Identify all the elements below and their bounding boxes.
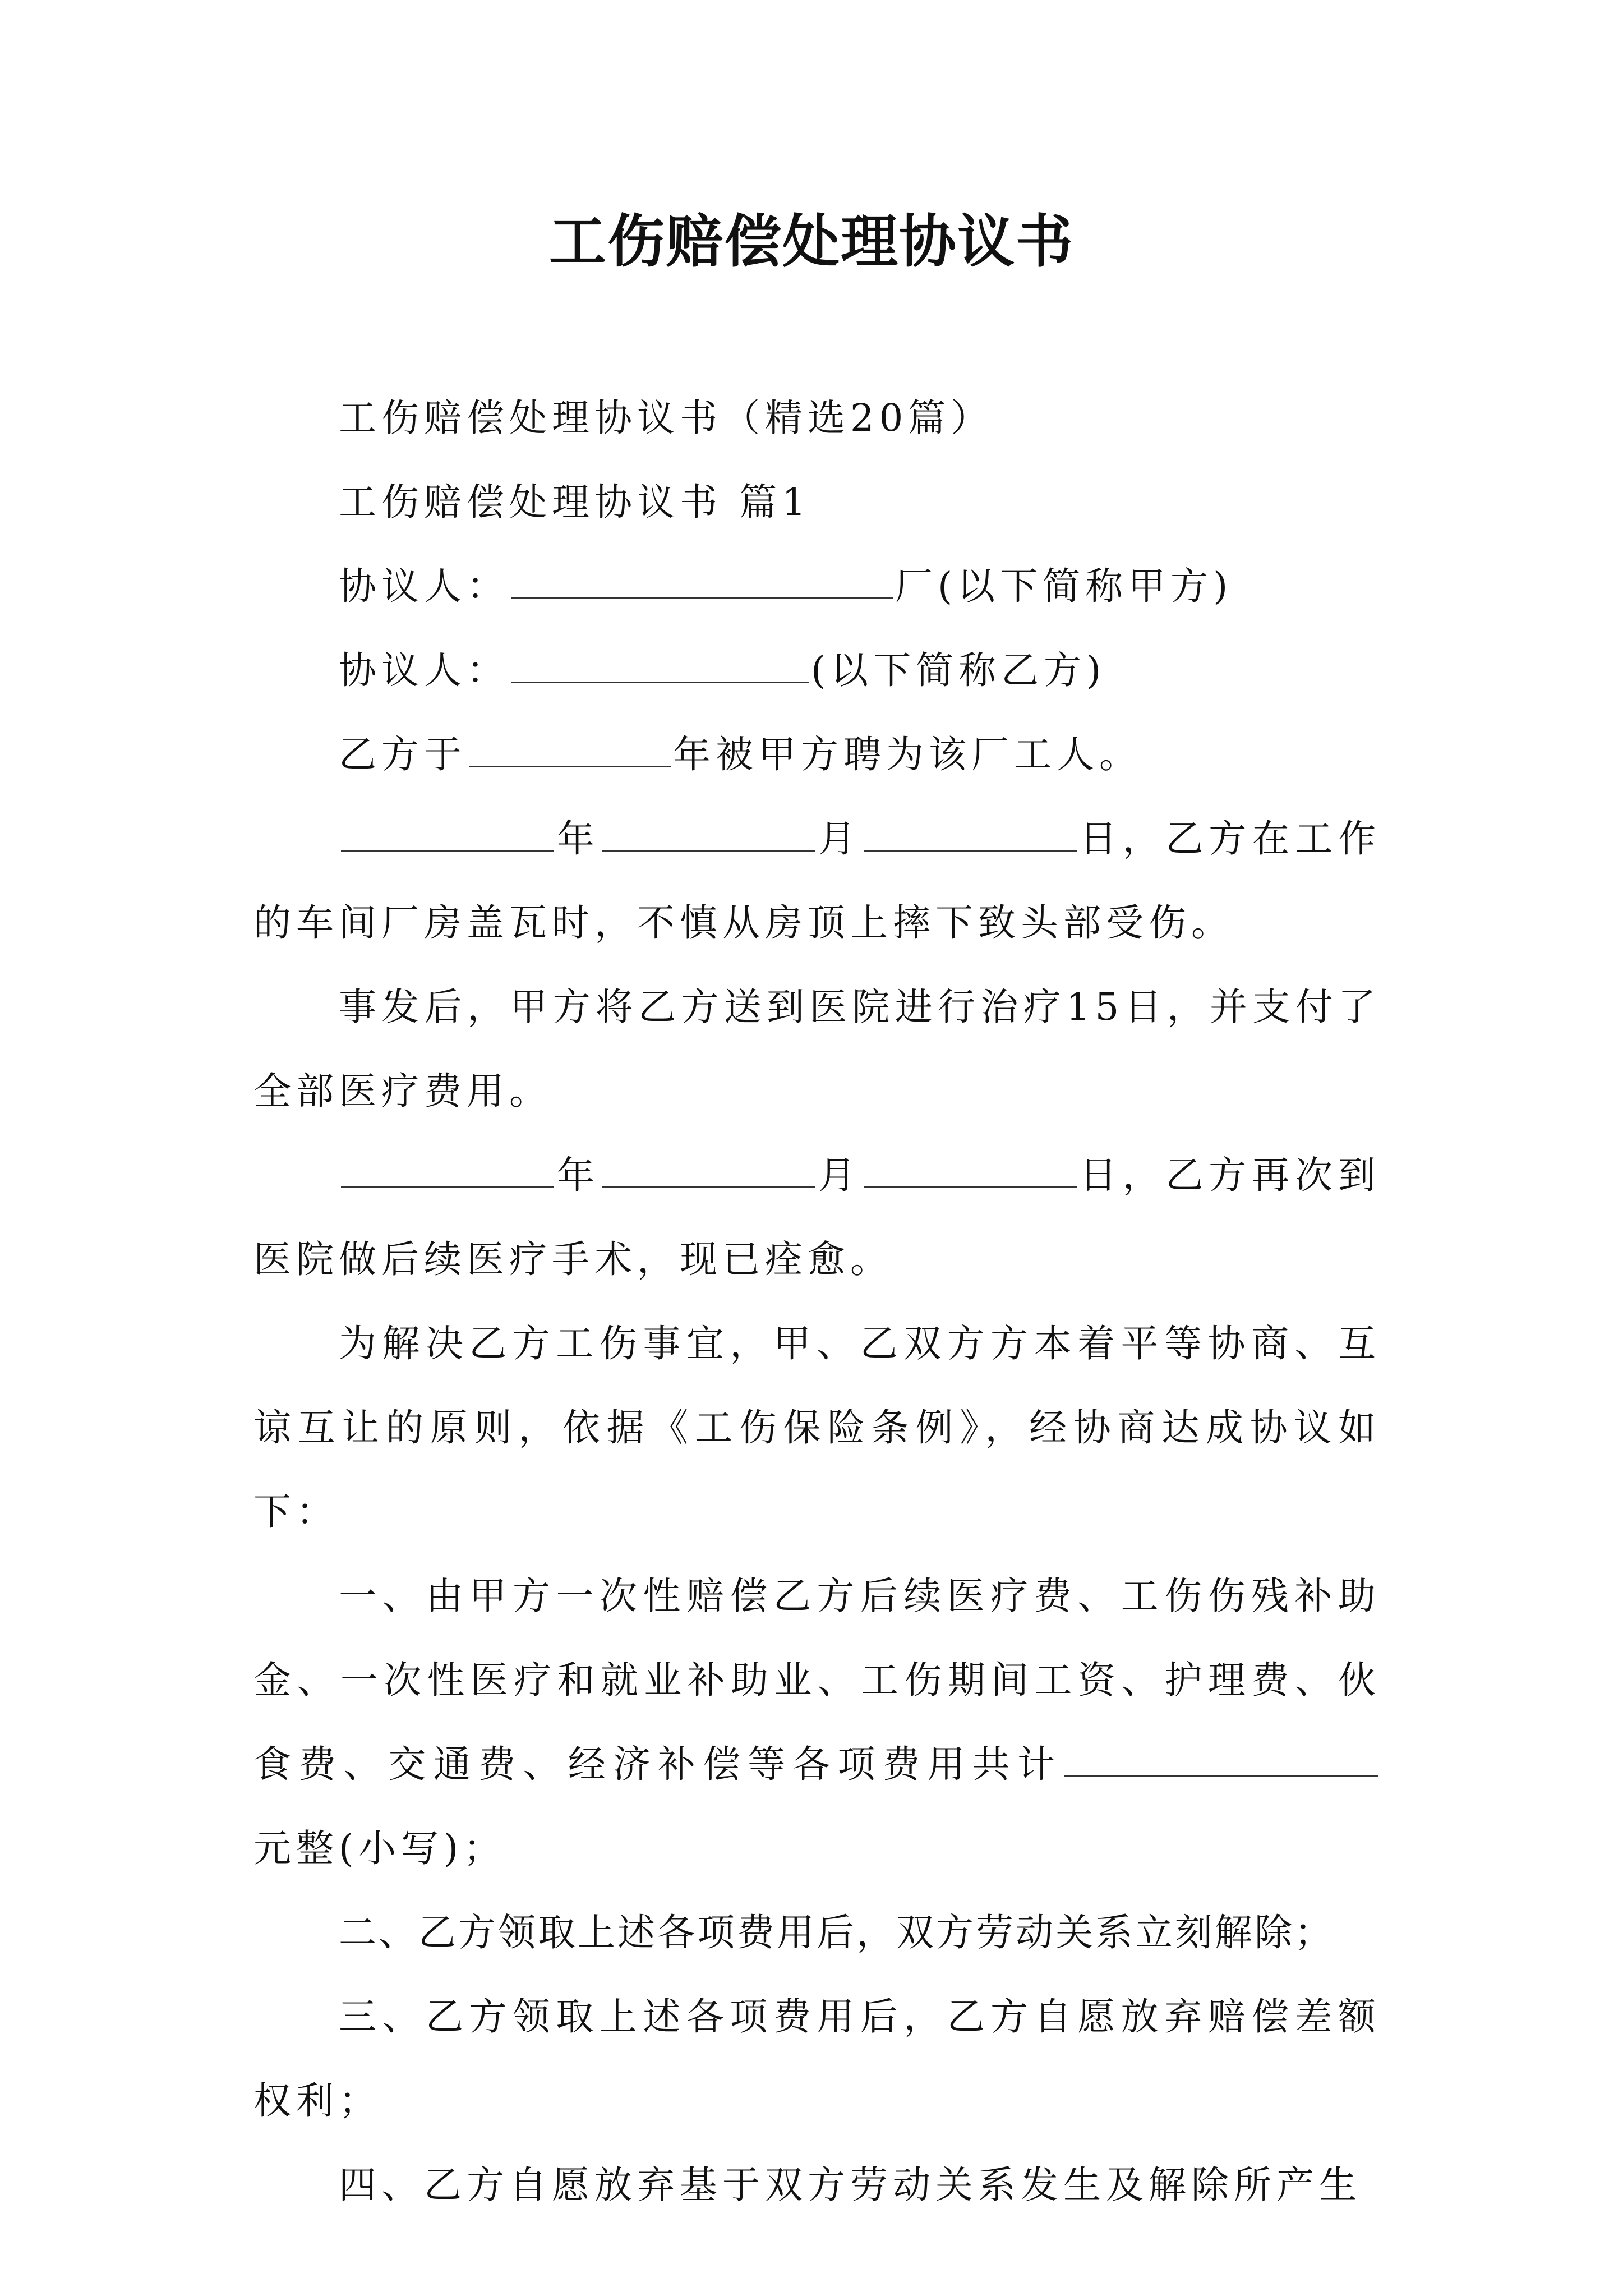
injury-month-blank (602, 849, 815, 852)
party-a-line: 协议人： 厂(以下简称甲方) (339, 564, 1233, 608)
party-b-line: 协议人： (以下简称乙方) (339, 648, 1106, 692)
followup-month-blank (602, 1186, 815, 1188)
followup-year-blank (341, 1186, 554, 1188)
clause-3: 三、乙方领取上述各项费用后，乙方自愿放弃赔偿差额权利； (253, 1995, 1381, 2123)
hire-line: 乙方于 年被甲方聘为该厂工人。 (339, 733, 1142, 776)
injury-day-blank (864, 849, 1077, 852)
document-title: 工伤赔偿处理协议书 (549, 208, 1074, 275)
injury-paragraph: 年 月 日，乙方在工作的车间厂房盖瓦时，不慎从房顶上摔下致头部受伤。 (253, 817, 1381, 945)
clause-4: 四、乙方自愿放弃基于双方劳动关系发生及解除所产生 (339, 2163, 1362, 2207)
party-b-blank (511, 681, 809, 683)
party-a-blank (511, 597, 893, 599)
clause-2: 二、乙方领取上述各项费用后，双方劳动关系立刻解除； (339, 1911, 1334, 1954)
clause-1: 一、由甲方一次性赔偿乙方后续医疗费、工伤伤残补助金、一次性医疗和就业补助业、工伤期间工资、护理费、伙食费、交通费、经济补偿等各项费用共计元整(小写)； (253, 1574, 1381, 1870)
amount-blank (1064, 1775, 1378, 1777)
injury-year-blank (341, 849, 554, 852)
hire-year-blank (469, 765, 671, 767)
treatment-paragraph: 事发后，甲方将乙方送到医院进行治疗15日，并支付了全部医疗费用。 (253, 985, 1381, 1113)
subtitle: 工伤赔偿处理协议书（精选20篇） (339, 396, 994, 440)
section-heading: 工伤赔偿处理协议书 篇1 (339, 480, 811, 524)
followup-paragraph: 年 月 日，乙方再次到医院做后续医疗手术，现已痊愈。 (253, 1153, 1381, 1281)
followup-day-blank (864, 1186, 1077, 1188)
document-body (253, 376, 1381, 2227)
purpose-paragraph: 为解决乙方工伤事宜，甲、乙双方方本着平等协商、互谅互让的原则，依据《工伤保险条例》，经协商达成协议如下： (253, 1322, 1381, 1534)
